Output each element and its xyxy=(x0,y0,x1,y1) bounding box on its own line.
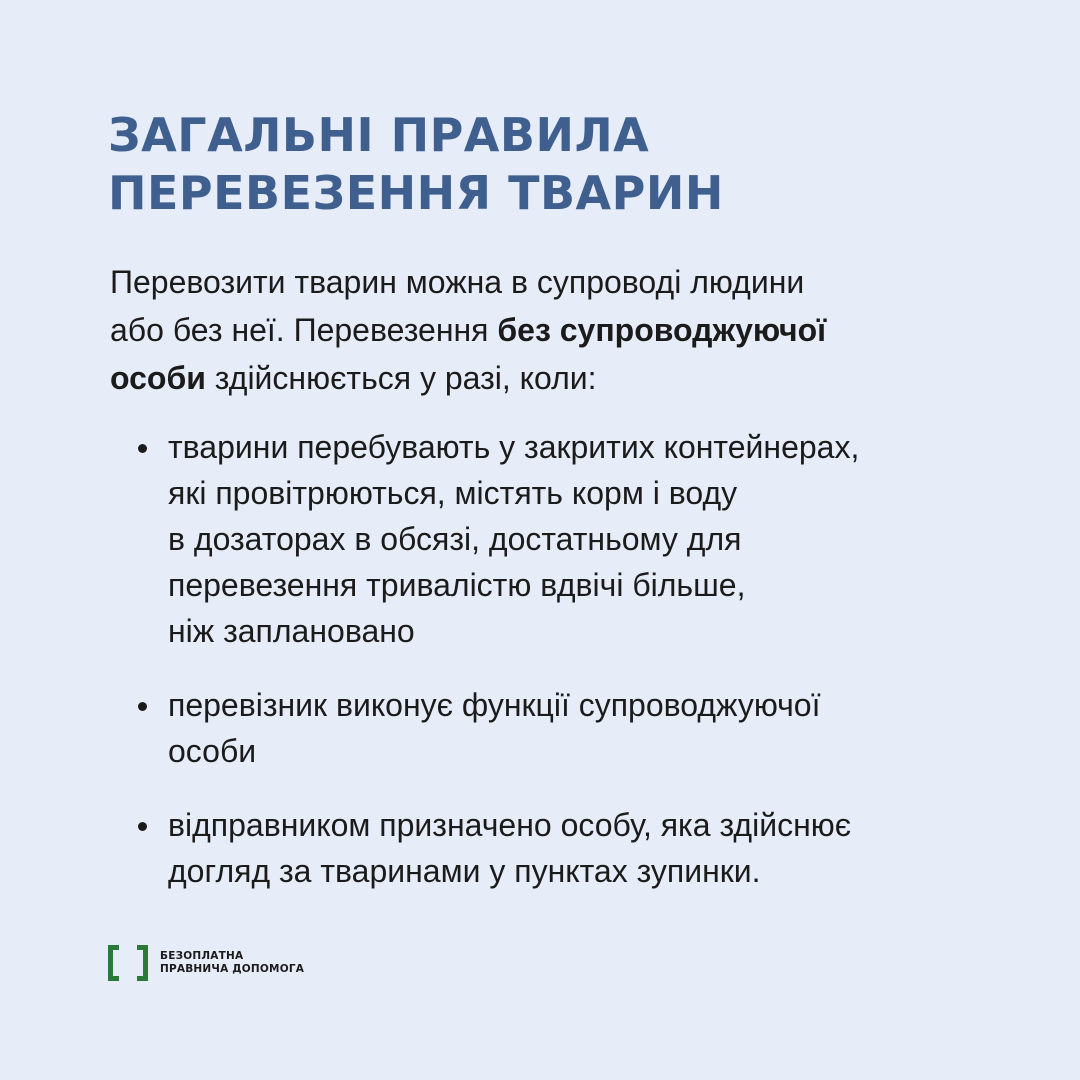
list-item-line: відправником призначено особу, яка здійснює xyxy=(168,807,852,843)
intro-line-2 xyxy=(110,306,990,354)
list-item-line: в дозаторах в обсязі, достатньому для xyxy=(168,521,742,557)
logo-text xyxy=(160,950,304,976)
logo-line-1: БЕЗОПЛАТНА xyxy=(160,950,244,962)
list-item-line: тварини перебувають у закритих контейнерах, xyxy=(168,429,860,465)
left-bracket-icon xyxy=(108,945,119,981)
title-line-1: ЗАГАЛЬНІ ПРАВИЛА xyxy=(108,108,650,162)
logo-line-2: ПРАВНИЧА ДОПОМОГА xyxy=(160,963,305,975)
intro-line-2-text: або без неї. Перевезення xyxy=(110,312,498,348)
list-item xyxy=(168,424,1048,654)
list-item-line: які провітрюються, містять корм і воду xyxy=(168,475,738,511)
list-item-line: перевезення тривалістю вдвічі більше, xyxy=(168,567,746,603)
conditions-list xyxy=(168,424,1048,922)
bullet-icon xyxy=(138,444,147,453)
intro-paragraph xyxy=(110,258,990,402)
list-item xyxy=(168,682,1048,774)
bullet-icon xyxy=(138,702,147,711)
intro-bold-phrase-2: особи xyxy=(110,360,206,396)
list-item xyxy=(168,802,1048,894)
legal-aid-logo xyxy=(108,942,304,984)
list-item-line: догляд за тваринами у пунктах зупинки. xyxy=(168,853,761,889)
page-title xyxy=(108,106,988,222)
intro-line-3-text: здійснюється у разі, коли: xyxy=(205,360,597,396)
list-item-line: перевізник виконує функції супроводжуючої xyxy=(168,687,821,723)
intro-line-3 xyxy=(110,354,990,402)
right-bracket-icon xyxy=(137,945,148,981)
intro-bold-phrase-1: без супроводжуючої xyxy=(497,312,827,348)
list-item-line: особи xyxy=(168,733,257,769)
list-item-line: ніж заплановано xyxy=(168,613,415,649)
title-line-2: ПЕРЕВЕЗЕННЯ ТВАРИН xyxy=(108,166,724,220)
intro-line-1: Перевозити тварин можна в супроводі людини xyxy=(110,264,805,300)
bullet-icon xyxy=(138,822,147,831)
